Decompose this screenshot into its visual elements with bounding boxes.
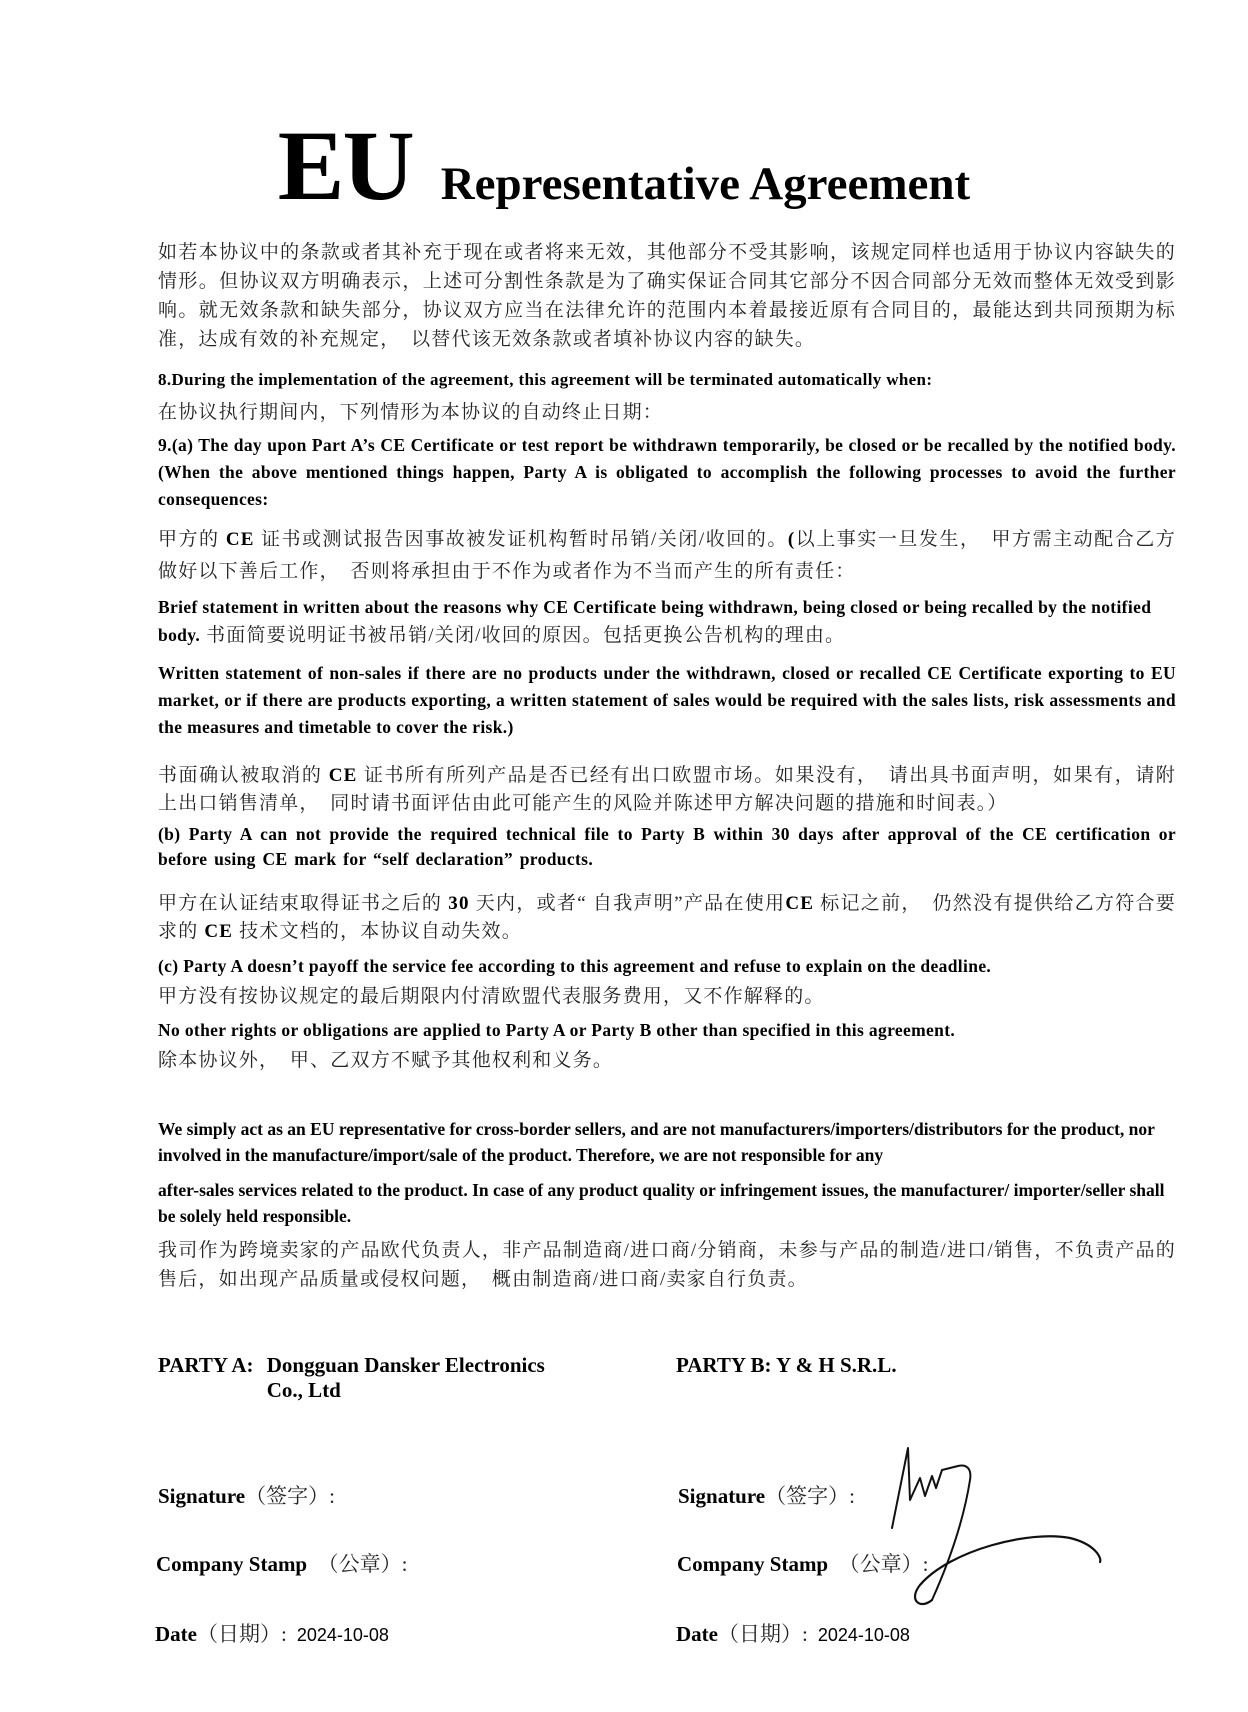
signature-label-cn: （签字）: (245, 1484, 335, 1508)
ce-mark-text: CE (785, 893, 815, 914)
written-statement-zh-text: 书面确认被取消的 (158, 765, 329, 786)
party-b-date-value: 2024-10-08 (817, 1625, 910, 1645)
party-b-name: Y & H S.R.L. (776, 1353, 897, 1377)
clause-9a-zh-text: 甲方的 (158, 529, 226, 550)
clause-b-zh-text: 天内，或者“ 自我声明”产品在使用 (469, 893, 786, 914)
party-b-label: PARTY B: (676, 1353, 772, 1377)
brief-statement-zh: 书面简要说明证书被吊销/关闭/收回的原因。包括更换公告机构的理由。 (200, 625, 846, 646)
party-a-date-value: 2024-10-08 (296, 1625, 389, 1645)
date-label-cn: （日期）: (196, 1622, 287, 1646)
disclaimer-en-1: We simply act as an EU representative for cross-border sellers, and are not manufacturers/importers/distributors for the product, nor involved in the manufacture/import/sale of the product. Therefore, we are not responsible for any (158, 1119, 1155, 1165)
date-label: Date (155, 1622, 197, 1646)
severability-clause-zh: 如若本协议中的条款或者其补充于现在或者将来无效，其他部分不受其影响，该规定同样也适用于协议内容缺失的情形。但协议双方明确表示，上述可分割性条款是为了确实保证合同其它部分不因合同部分无效而整体无效受到影响。就无效条款和缺失部分，协议双方应当在法律允许的范围内本着最接近原有合同目的，最能达到共同预期为标准，达成有效的补充规定， 以替代该无效条款或者填补协议内容的缺失。 (158, 242, 1176, 350)
party-a (158, 1353, 545, 1403)
clause-c-en: (c) Party A doesn’t payoff the service fee according to this agreement and refuse to explain on the deadline. (158, 956, 992, 976)
clause-b-en: (b) Party A can not provide the required technical file to Party B within 30 days after approval of the CE certification or before using CE mark for “self declaration” products. (158, 824, 1176, 869)
signature-label: Signature (678, 1484, 766, 1508)
clause-9a-zh-text: 以上事实一旦发生， 甲方需主动配合乙方做好以下善后工作， 否则将承担由于不作为或者作为不当而产生的所有责任： (158, 529, 1176, 582)
party-a-name-line1: Dongguan Dansker Electronics (266, 1353, 545, 1377)
clause-8-en: 8.During the implementation of the agreement, this agreement will be terminated automatically when: (158, 370, 933, 389)
title-eu: EU (277, 110, 413, 221)
clause-b-zh-text: 技术文档的，本协议自动失效。 (233, 921, 522, 942)
clause-9a-zh-text: 证书或测试报告因事故被发证机构暂时吊销/关闭/收回的。 (254, 529, 788, 550)
ce-mark-text: CE (225, 529, 255, 550)
clause-9a-en: 9.(a) The day upon Part A’s CE Certificate or test report be withdrawn temporarily, be closed or be recalled by the notified body.(When the above mentioned things happen, Party A is obligated to accomplish the following processes to avoid the further consequences: (158, 435, 1176, 509)
clause-b-zh-text: 甲方在认证结束取得证书之后的 (158, 893, 449, 914)
ce-mark-text: CE (328, 765, 358, 786)
date-label-cn: （日期）: (717, 1622, 808, 1646)
date-label: Date (676, 1622, 718, 1646)
no-other-rights-zh: 除本协议外， 甲、乙双方不赋予其他权利和义务。 (158, 1050, 614, 1071)
written-statement-en: Written statement of non-sales if there are no products under the withdrawn, closed or recalled CE Certificate exporting to EU market, or if there are products exporting, a written statement of sales would be required with the sales lists, risk assessments and the measures and timetable to cover the risk.) (158, 663, 1176, 737)
party-b (676, 1353, 897, 1378)
document-title (0, 108, 1248, 223)
party-a-signature-field (158, 1480, 335, 1510)
party-b-date-field (676, 1618, 910, 1648)
title-representative-agreement: Representative Agreement (440, 158, 971, 210)
days-30-text: 30 (448, 893, 470, 914)
party-a-name (267, 1353, 545, 1403)
clause-c-zh: 甲方没有按协议规定的最后期限内付清欧盟代表服务费用，又不作解释的。 (158, 986, 825, 1007)
brief-statement (158, 594, 1176, 650)
clause-9a-zh (158, 524, 1176, 588)
written-statement-zh (158, 762, 1176, 818)
written-statement-zh-text: 证书所有所列产品是否已经有出口欧盟市场。如果没有， 请出具书面声明，如果有，请附上出口销售清单， 同时请书面评估由此可能产生的风险并陈述甲方解决问题的措施和时间表。） (158, 765, 1176, 814)
ce-mark-text: CE (204, 921, 234, 942)
party-a-stamp-field (156, 1548, 407, 1578)
brief-statement-en: Brief statement in written about the reasons why CE Certificate being withdrawn, being closed or being recalled by the notified body. (158, 597, 1152, 645)
handwritten-signature-icon (880, 1440, 1110, 1620)
disclaimer-en-2: after-sales services related to the product. In case of any product quality or infringement issues, the manufacturer/ importer/seller shall be solely held responsible. (158, 1180, 1165, 1226)
party-b-signature-field (678, 1480, 855, 1510)
party-a-label: PARTY A: (158, 1353, 254, 1377)
party-a-name-line2: Co., Ltd (266, 1378, 341, 1402)
no-other-rights-en: No other rights or obligations are applied to Party A or Party B other than specified in this agreement. (158, 1020, 956, 1040)
signature-label: Signature (158, 1484, 246, 1508)
stamp-label-cn: （公章）: (838, 1552, 929, 1576)
clause-b-zh (158, 890, 1176, 946)
clause-b-zh-text: 标记之前， 仍然没有提供给乙方符合要求的 (158, 893, 1176, 942)
stamp-label-cn: （公章）: (317, 1552, 408, 1576)
stamp-label: Company Stamp (677, 1552, 829, 1576)
clause-8-zh: 在协议执行期间内，下列情形为本协议的自动终止日期： (158, 402, 664, 423)
party-a-date-field (155, 1618, 389, 1648)
disclaimer-zh: 我司作为跨境卖家的产品欧代负责人，非产品制造商/进口商/分销商，未参与产品的制造/进口/销售，不负责产品的售后，如出现产品质量或侵权问题， 概由制造商/进口商/卖家自行负责。 (158, 1240, 1176, 1290)
signature-label-cn: （签字）: (765, 1484, 855, 1508)
paren-text: ( (787, 529, 796, 550)
stamp-label: Company Stamp (156, 1552, 308, 1576)
